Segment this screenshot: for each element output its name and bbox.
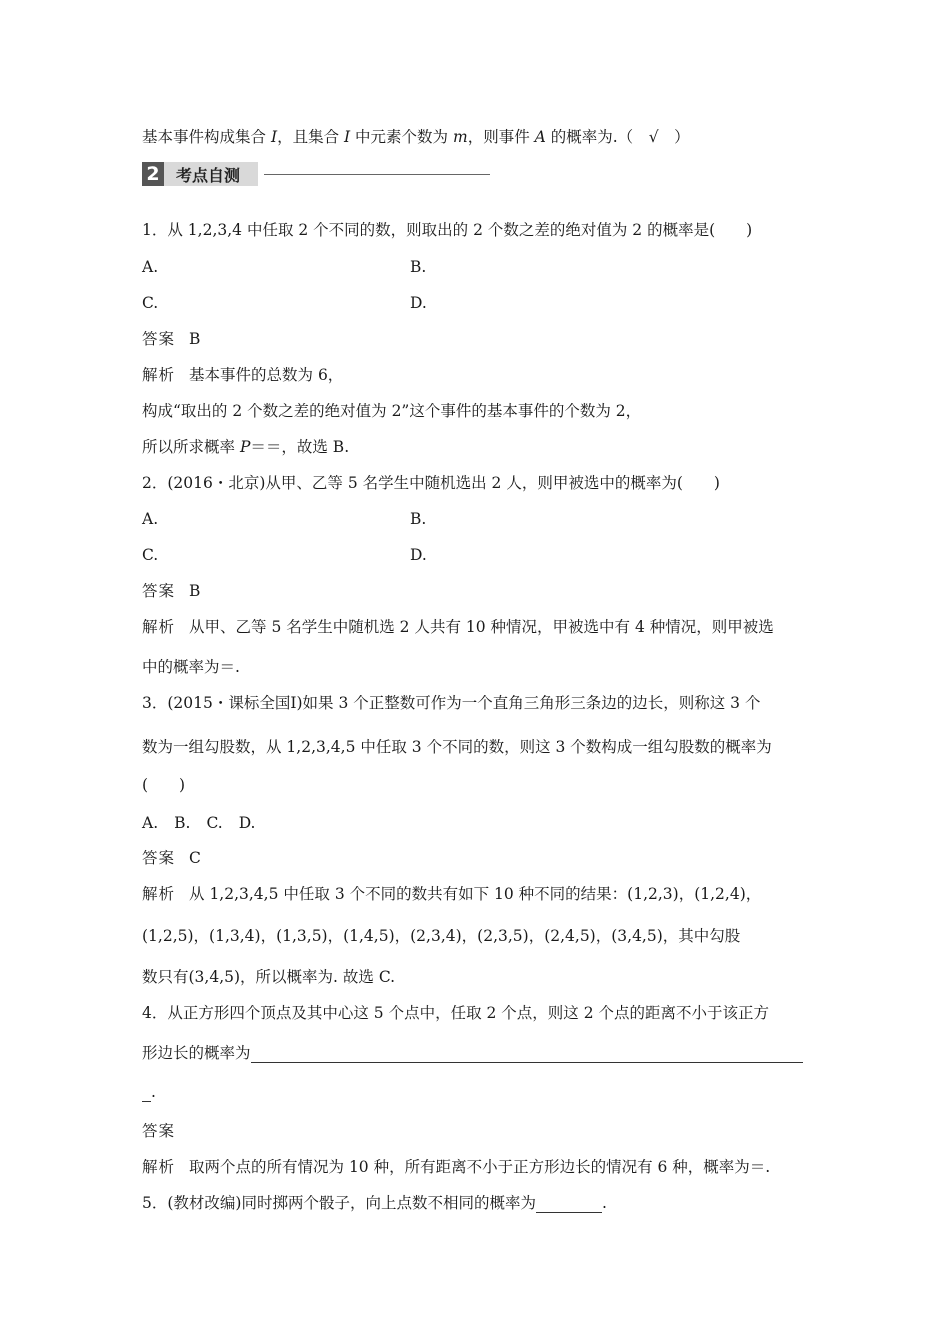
- q1-analysis: [142, 365, 343, 385]
- analysis-text: 取两个点的所有情况为 10 种，所有距离不小于正方形边长的情况有 6 种，概率为＝.: [189, 1158, 771, 1176]
- q1-option-c: C.: [142, 294, 159, 312]
- q1-stem: 1．从 1,2,3,4 中任取 2 个不同的数，则取出的 2 个数之差的绝对值为 2 的概率是( ): [142, 221, 753, 239]
- analysis-label: 解析: [142, 1158, 176, 1176]
- q2-option-a: A.: [142, 510, 159, 528]
- var-a: A: [534, 128, 546, 146]
- q4-stem-line1: 4．从正方形四个顶点及其中心这 5 个点中，任取 2 个点，则这 2 个点的距离不小于该正方: [142, 1004, 770, 1022]
- q2-option-c: C.: [142, 546, 159, 564]
- section-header: [142, 161, 490, 187]
- q4-answer: [142, 1121, 189, 1141]
- q4-stem-line2: [142, 1043, 803, 1063]
- q4-answer-blank-tail: [142, 1083, 151, 1102]
- var-p: P: [239, 438, 251, 456]
- intro-text: ，则事件: [467, 128, 535, 146]
- intro-text: ）: [658, 128, 690, 146]
- section-divider: [264, 174, 490, 175]
- answer-value: B: [189, 330, 201, 348]
- answer-value: C: [189, 849, 201, 867]
- q3-analysis: [142, 884, 761, 904]
- intro-text: 中元素个数为: [350, 128, 453, 146]
- q2-stem: 2．(2016・北京)从甲、乙等 5 名学生中随机选出 2 人，则甲被选中的概率为( ): [142, 474, 720, 492]
- q1-answer: [142, 329, 200, 349]
- section-number: 2: [142, 162, 164, 186]
- answer-label: 答案: [142, 1122, 176, 1140]
- analysis-text: 从甲、乙等 5 名学生中随机选 2 人共有 10 种情况，甲被选中有 4 种情况，则甲被选: [189, 618, 774, 636]
- answer-label: 答案: [142, 849, 176, 867]
- intro-text: 的概率为.（: [545, 128, 649, 146]
- q3-stem-line2: 数为一组勾股数，从 1,2,3,4,5 中任取 3 个不同的数，则这 3 个数构成一组勾股数的概率为: [142, 738, 772, 756]
- analysis-label: 解析: [142, 366, 176, 384]
- q2-option-d: D.: [410, 546, 427, 564]
- analysis-text: 从 1,2,3,4,5 中任取 3 个不同的数共有如下 10 种不同的结果：(1,2,3)，(1,2,4)，: [189, 885, 762, 903]
- q3-answer: [142, 848, 201, 868]
- check-mark: √: [648, 128, 659, 146]
- q4-stem-text: 形边长的概率为: [142, 1044, 251, 1062]
- q5-answer-blank: [536, 1194, 602, 1213]
- q1-option-b: B.: [410, 258, 427, 276]
- q4-stem-line3: [142, 1082, 156, 1102]
- var-i: I: [344, 128, 351, 146]
- q2-option-b: B.: [410, 510, 427, 528]
- q2-analysis: [142, 617, 774, 637]
- q5-stem: [142, 1193, 607, 1213]
- q1-analysis-line3: [142, 437, 349, 457]
- intro-line: [142, 127, 690, 147]
- var-i: I: [270, 128, 278, 146]
- q1-option-d: D.: [410, 294, 427, 312]
- q4-stem-text: .: [151, 1083, 156, 1101]
- answer-label: 答案: [142, 330, 176, 348]
- q1-analysis-line2: 构成“取出的 2 个数之差的绝对值为 2”这个事件的基本事件的个数为 2，: [142, 402, 642, 420]
- var-m: m: [452, 128, 468, 146]
- q3-stem-line3: ( ): [142, 776, 186, 794]
- analysis-text: 基本事件的总数为 6，: [189, 366, 344, 384]
- q3-option-c: C.: [206, 814, 223, 832]
- q3-option-a: A.: [142, 814, 159, 832]
- q3-option-b: B.: [174, 814, 191, 832]
- q3-analysis-line2: (1,2,5)，(1,3,4)，(1,3,5)，(1,4,5)，(2,3,4)，(2,3,5)，(2,4,5)，(3,4,5)，其中勾股: [142, 927, 741, 945]
- answer-value: B: [189, 582, 201, 600]
- q4-answer-blank: [251, 1044, 803, 1063]
- q4-analysis: [142, 1157, 770, 1177]
- answer-label: 答案: [142, 582, 176, 600]
- analysis-text: ＝＝，故选 B.: [250, 438, 350, 456]
- intro-text: ，且集合: [277, 128, 344, 146]
- q3-stem-line1: 3．(2015・课标全国Ⅰ)如果 3 个正整数可作为一个直角三角形三条边的边长，则称这 3 个: [142, 694, 761, 712]
- q3-options: [142, 813, 272, 833]
- section-title: 考点自测: [164, 162, 258, 186]
- q2-analysis-line2: 中的概率为＝.: [142, 658, 240, 676]
- analysis-text: 所以所求概率: [142, 438, 240, 456]
- q5-stem-text: 5．(教材改编)同时掷两个骰子，向上点数不相同的概率为: [142, 1194, 536, 1212]
- q2-answer: [142, 581, 200, 601]
- q1-option-a: A.: [142, 258, 159, 276]
- q3-option-d: D.: [238, 814, 256, 832]
- q5-stem-text: .: [601, 1194, 607, 1212]
- q3-analysis-line3: 数只有(3,4,5)，所以概率为. 故选 C.: [142, 968, 396, 986]
- analysis-label: 解析: [142, 885, 176, 903]
- analysis-label: 解析: [142, 618, 176, 636]
- intro-text: 基本事件构成集合: [142, 128, 271, 146]
